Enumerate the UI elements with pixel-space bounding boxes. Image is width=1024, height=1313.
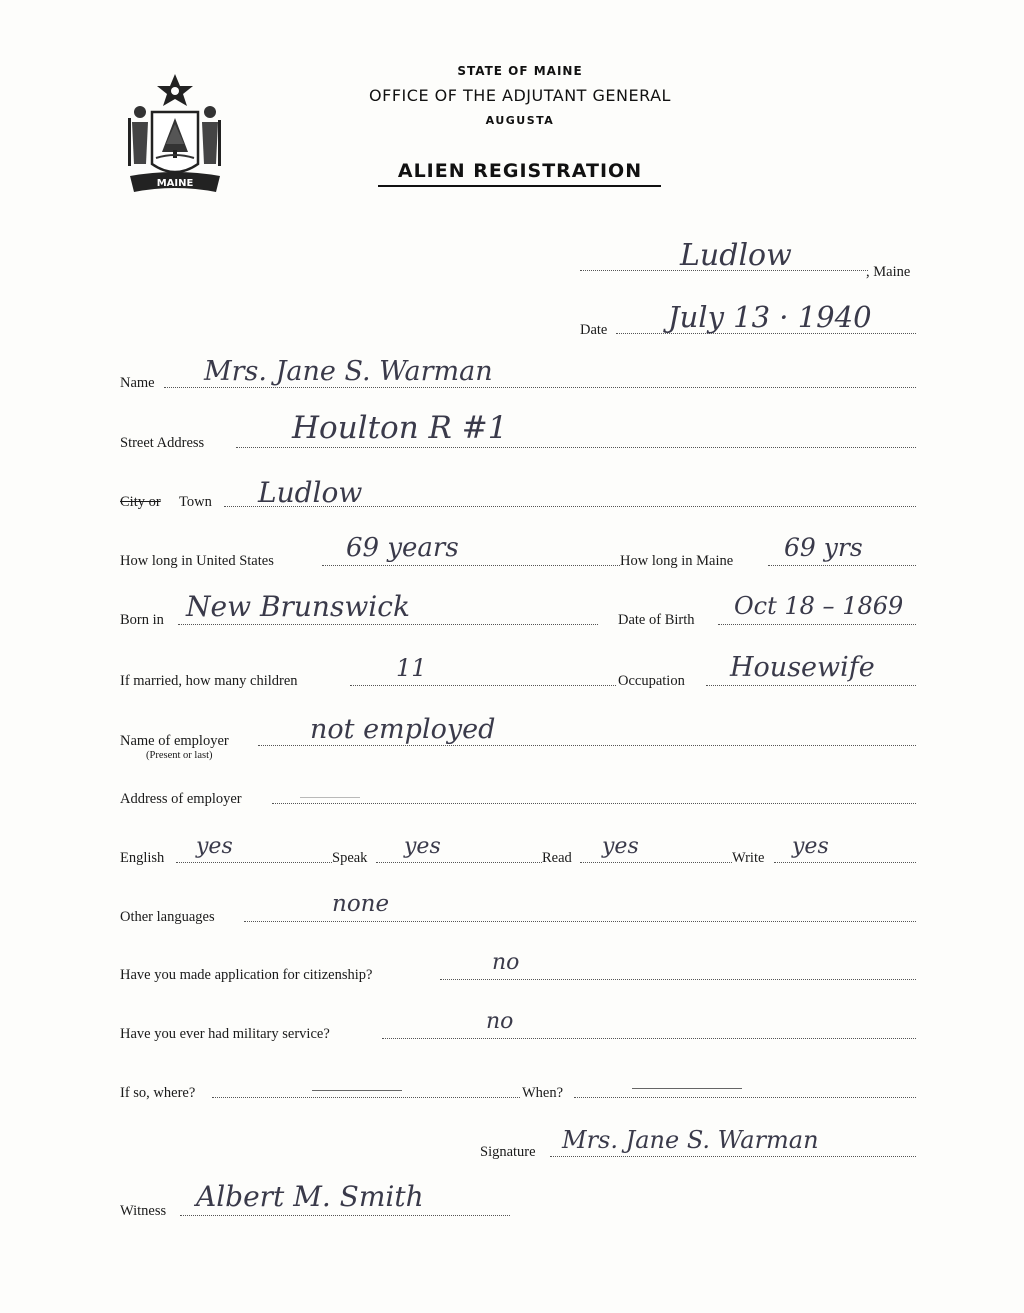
write-label: Write xyxy=(732,850,765,866)
name-dotted-line xyxy=(164,387,916,388)
how-long-maine-dotted-line xyxy=(768,565,916,566)
read-label: Read xyxy=(542,850,572,866)
speak-label: Speak xyxy=(332,850,368,866)
city-label-struck: City or xyxy=(120,494,161,510)
citizenship-value: no xyxy=(492,950,520,975)
write-value: yes xyxy=(792,834,829,859)
how-long-maine-value: 69 yrs xyxy=(784,533,863,562)
how-long-us-dotted-line xyxy=(322,565,620,566)
header-state: STATE OF MAINE xyxy=(457,64,583,78)
employer-address-dash xyxy=(300,797,360,798)
form-title: ALIEN REGISTRATION xyxy=(397,160,643,182)
read-dotted-line xyxy=(580,862,732,863)
where-dotted-line xyxy=(212,1097,520,1098)
write-dotted-line xyxy=(774,862,916,863)
military-value: no xyxy=(486,1009,514,1034)
military-dotted-line xyxy=(382,1038,916,1039)
employer-sublabel: (Present or last) xyxy=(146,750,213,761)
header-city: AUGUSTA xyxy=(485,114,555,127)
date-of-birth-label: Date of Birth xyxy=(618,612,695,628)
signature-dotted-line xyxy=(550,1156,916,1157)
how-long-us-label: How long in United States xyxy=(120,553,274,569)
signature-label: Signature xyxy=(480,1144,536,1160)
read-value: yes xyxy=(602,834,639,859)
date-of-birth-value: Oct 18 – 1869 xyxy=(734,592,904,620)
employer-dotted-line xyxy=(258,745,916,746)
header-office: OFFICE OF THE ADJUTANT GENERAL xyxy=(369,86,671,105)
title-underline xyxy=(378,185,661,187)
name-value: Mrs. Jane S. Warman xyxy=(204,356,493,387)
date-of-birth-dotted-line xyxy=(718,624,916,625)
date-value: July 13 · 1940 xyxy=(668,300,872,334)
state-seal-image xyxy=(124,72,226,200)
speak-dotted-line xyxy=(376,862,542,863)
other-languages-label: Other languages xyxy=(120,909,215,925)
other-languages-dotted-line xyxy=(244,921,916,922)
employer-address-dotted-line xyxy=(272,803,916,804)
signature-value: Mrs. Jane S. Warman xyxy=(562,1126,819,1154)
how-long-us-value: 69 years xyxy=(346,533,459,563)
witness-value: Albert M. Smith xyxy=(196,1180,424,1213)
employer-address-label: Address of employer xyxy=(120,791,242,807)
children-label: If married, how many children xyxy=(120,673,298,689)
where-dash xyxy=(312,1090,402,1091)
name-label: Name xyxy=(120,375,155,391)
born-in-value: New Brunswick xyxy=(186,590,410,623)
when-label: When? xyxy=(522,1085,564,1101)
street-address-dotted-line xyxy=(236,447,916,448)
when-dash xyxy=(632,1088,742,1089)
other-languages-value: none xyxy=(332,891,390,917)
date-label: Date xyxy=(580,322,608,338)
town-value: Ludlow xyxy=(258,476,363,509)
speak-value: yes xyxy=(404,834,441,859)
english-dotted-line xyxy=(176,862,332,863)
witness-dotted-line xyxy=(180,1215,510,1216)
where-label: If so, where? xyxy=(120,1085,196,1101)
citizenship-dotted-line xyxy=(440,979,916,980)
military-label: Have you ever had military service? xyxy=(120,1026,330,1042)
town-label: Town xyxy=(179,494,212,510)
how-long-maine-label: How long in Maine xyxy=(620,553,734,569)
children-value: 11 xyxy=(396,654,427,682)
street-address-label: Street Address xyxy=(120,435,205,451)
english-label: English xyxy=(120,850,165,866)
street-address-value: Houlton R #1 xyxy=(292,410,508,446)
employer-value: not employed xyxy=(310,714,496,745)
witness-label: Witness xyxy=(120,1203,167,1219)
occupation-value: Housewife xyxy=(730,652,875,683)
location-town-value: Ludlow xyxy=(680,238,792,273)
occupation-dotted-line xyxy=(706,685,916,686)
when-dotted-line xyxy=(574,1097,916,1098)
children-dotted-line xyxy=(350,685,616,686)
born-in-dotted-line xyxy=(178,624,598,625)
employer-label: Name of employer xyxy=(120,733,229,749)
location-suffix: , Maine xyxy=(866,264,911,280)
occupation-label: Occupation xyxy=(618,673,685,689)
english-value: yes xyxy=(196,834,233,859)
citizenship-label: Have you made application for citizenship? xyxy=(120,967,373,983)
svg-text:MAINE: MAINE xyxy=(156,178,194,189)
born-in-label: Born in xyxy=(120,612,164,628)
